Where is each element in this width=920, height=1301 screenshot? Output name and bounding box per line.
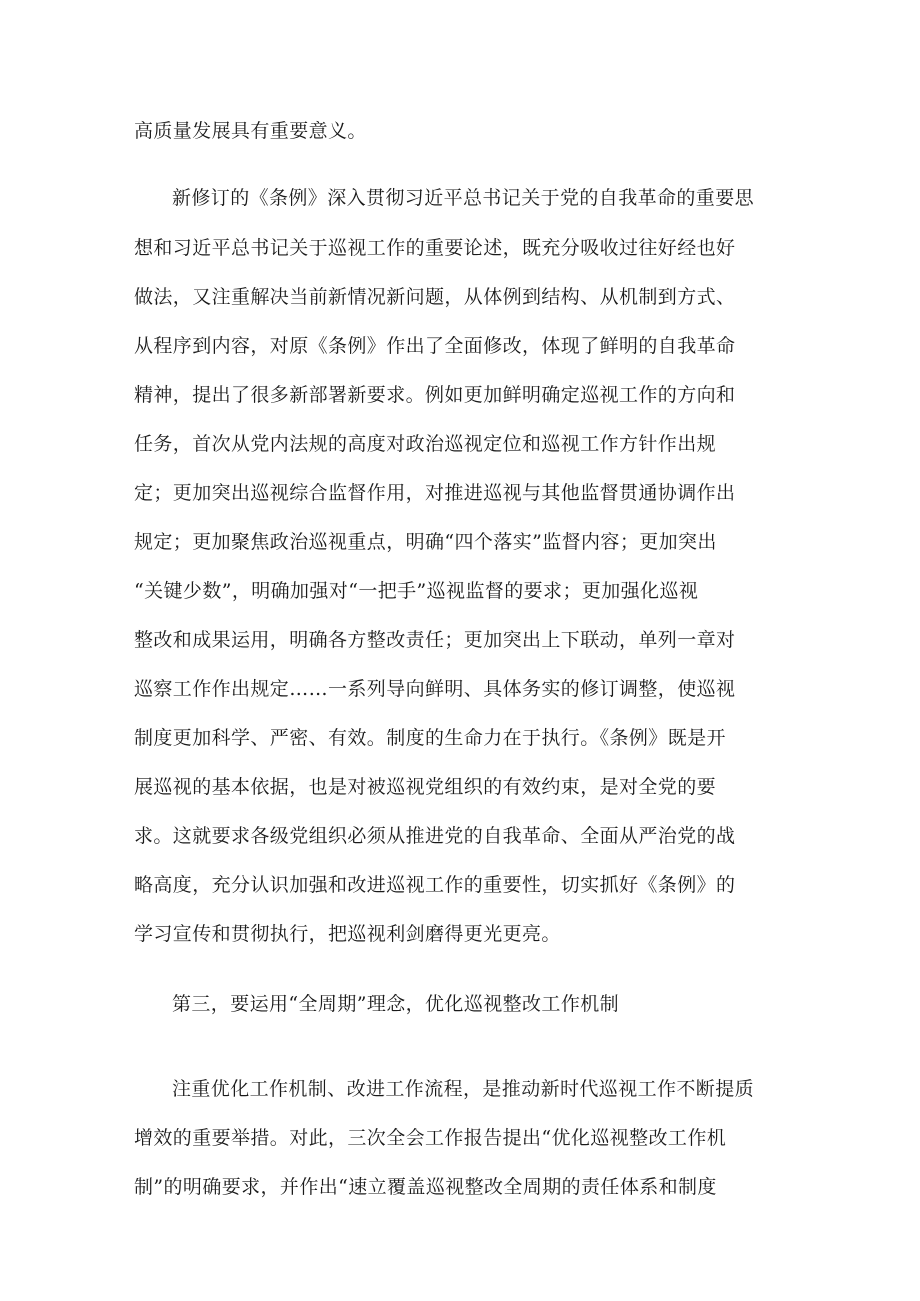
paragraph-line: 巡察工作作出规定……一系列导向鲜明、具体务实的修订调整，使巡视 (134, 678, 736, 700)
paragraph-line: 增效的重要举措。对此，三次全会工作报告提出“优化巡视整改工作机 (134, 1127, 727, 1149)
paragraph-line: 学习宣传和贯彻执行，把巡视利剑磨得更光更亮。 (134, 923, 561, 945)
paragraph-line: 定；更加突出巡视综合监督作用，对推进巡视与其他监督贯通协调作出 (134, 482, 736, 504)
paragraph-line: 想和习近平总书记关于巡视工作的重要论述，既充分吸收过往好经也好 (134, 237, 736, 259)
paragraph-line: 求。这就要求各级党组织必须从推进党的自我革命、全面从严治党的战 (134, 825, 736, 847)
paragraph-line: 整改和成果运用，明确各方整改责任；更加突出上下联动，单列一章对 (134, 629, 736, 651)
paragraph-line: “关键少数”，明确加强对“一把手”巡视监督的要求；更加强化巡视 (134, 580, 699, 602)
paragraph-line: 精神，提出了很多新部署新要求。例如更加鲜明确定巡视工作的方向和 (134, 384, 736, 406)
paragraph-line: 制度更加科学、严密、有效。制度的生命力在于执行。《条例》既是开 (134, 727, 726, 749)
paragraph-line: 规定；更加聚焦政治巡视重点，明确“四个落实”监督内容；更加突出 (134, 531, 717, 553)
paragraph-line: 略高度，充分认识加强和改进巡视工作的重要性，切实抓好《条例》的 (134, 874, 736, 896)
section-heading: 第三，要运用“全周期”理念，优化巡视整改工作机制 (172, 993, 620, 1015)
paragraph-line: 任务，首次从党内法规的高度对政治巡视定位和巡视工作方针作出规 (134, 433, 717, 455)
paragraph-line: 新修订的《条例》深入贯彻习近平总书记关于党的自我革命的重要思 (172, 187, 755, 209)
paragraph-line: 展巡视的基本依据，也是对被巡视党组织的有效约束，是对全党的要 (134, 776, 717, 798)
paragraph-line: 注重优化工作机制、改进工作流程，是推动新时代巡视工作不断提质 (172, 1078, 755, 1100)
paragraph-line: 做法，又注重解决当前新情况新问题，从体例到结构、从机制到方式、 (134, 286, 736, 308)
paragraph-line: 高质量发展具有重要意义。 (134, 120, 367, 142)
paragraph-line: 从程序到内容，对原《条例》作出了全面修改，体现了鲜明的自我革命 (134, 335, 736, 357)
paragraph-line: 制”的明确要求，并作出“速立覆盖巡视整改全周期的责任体系和制度 (134, 1176, 717, 1198)
